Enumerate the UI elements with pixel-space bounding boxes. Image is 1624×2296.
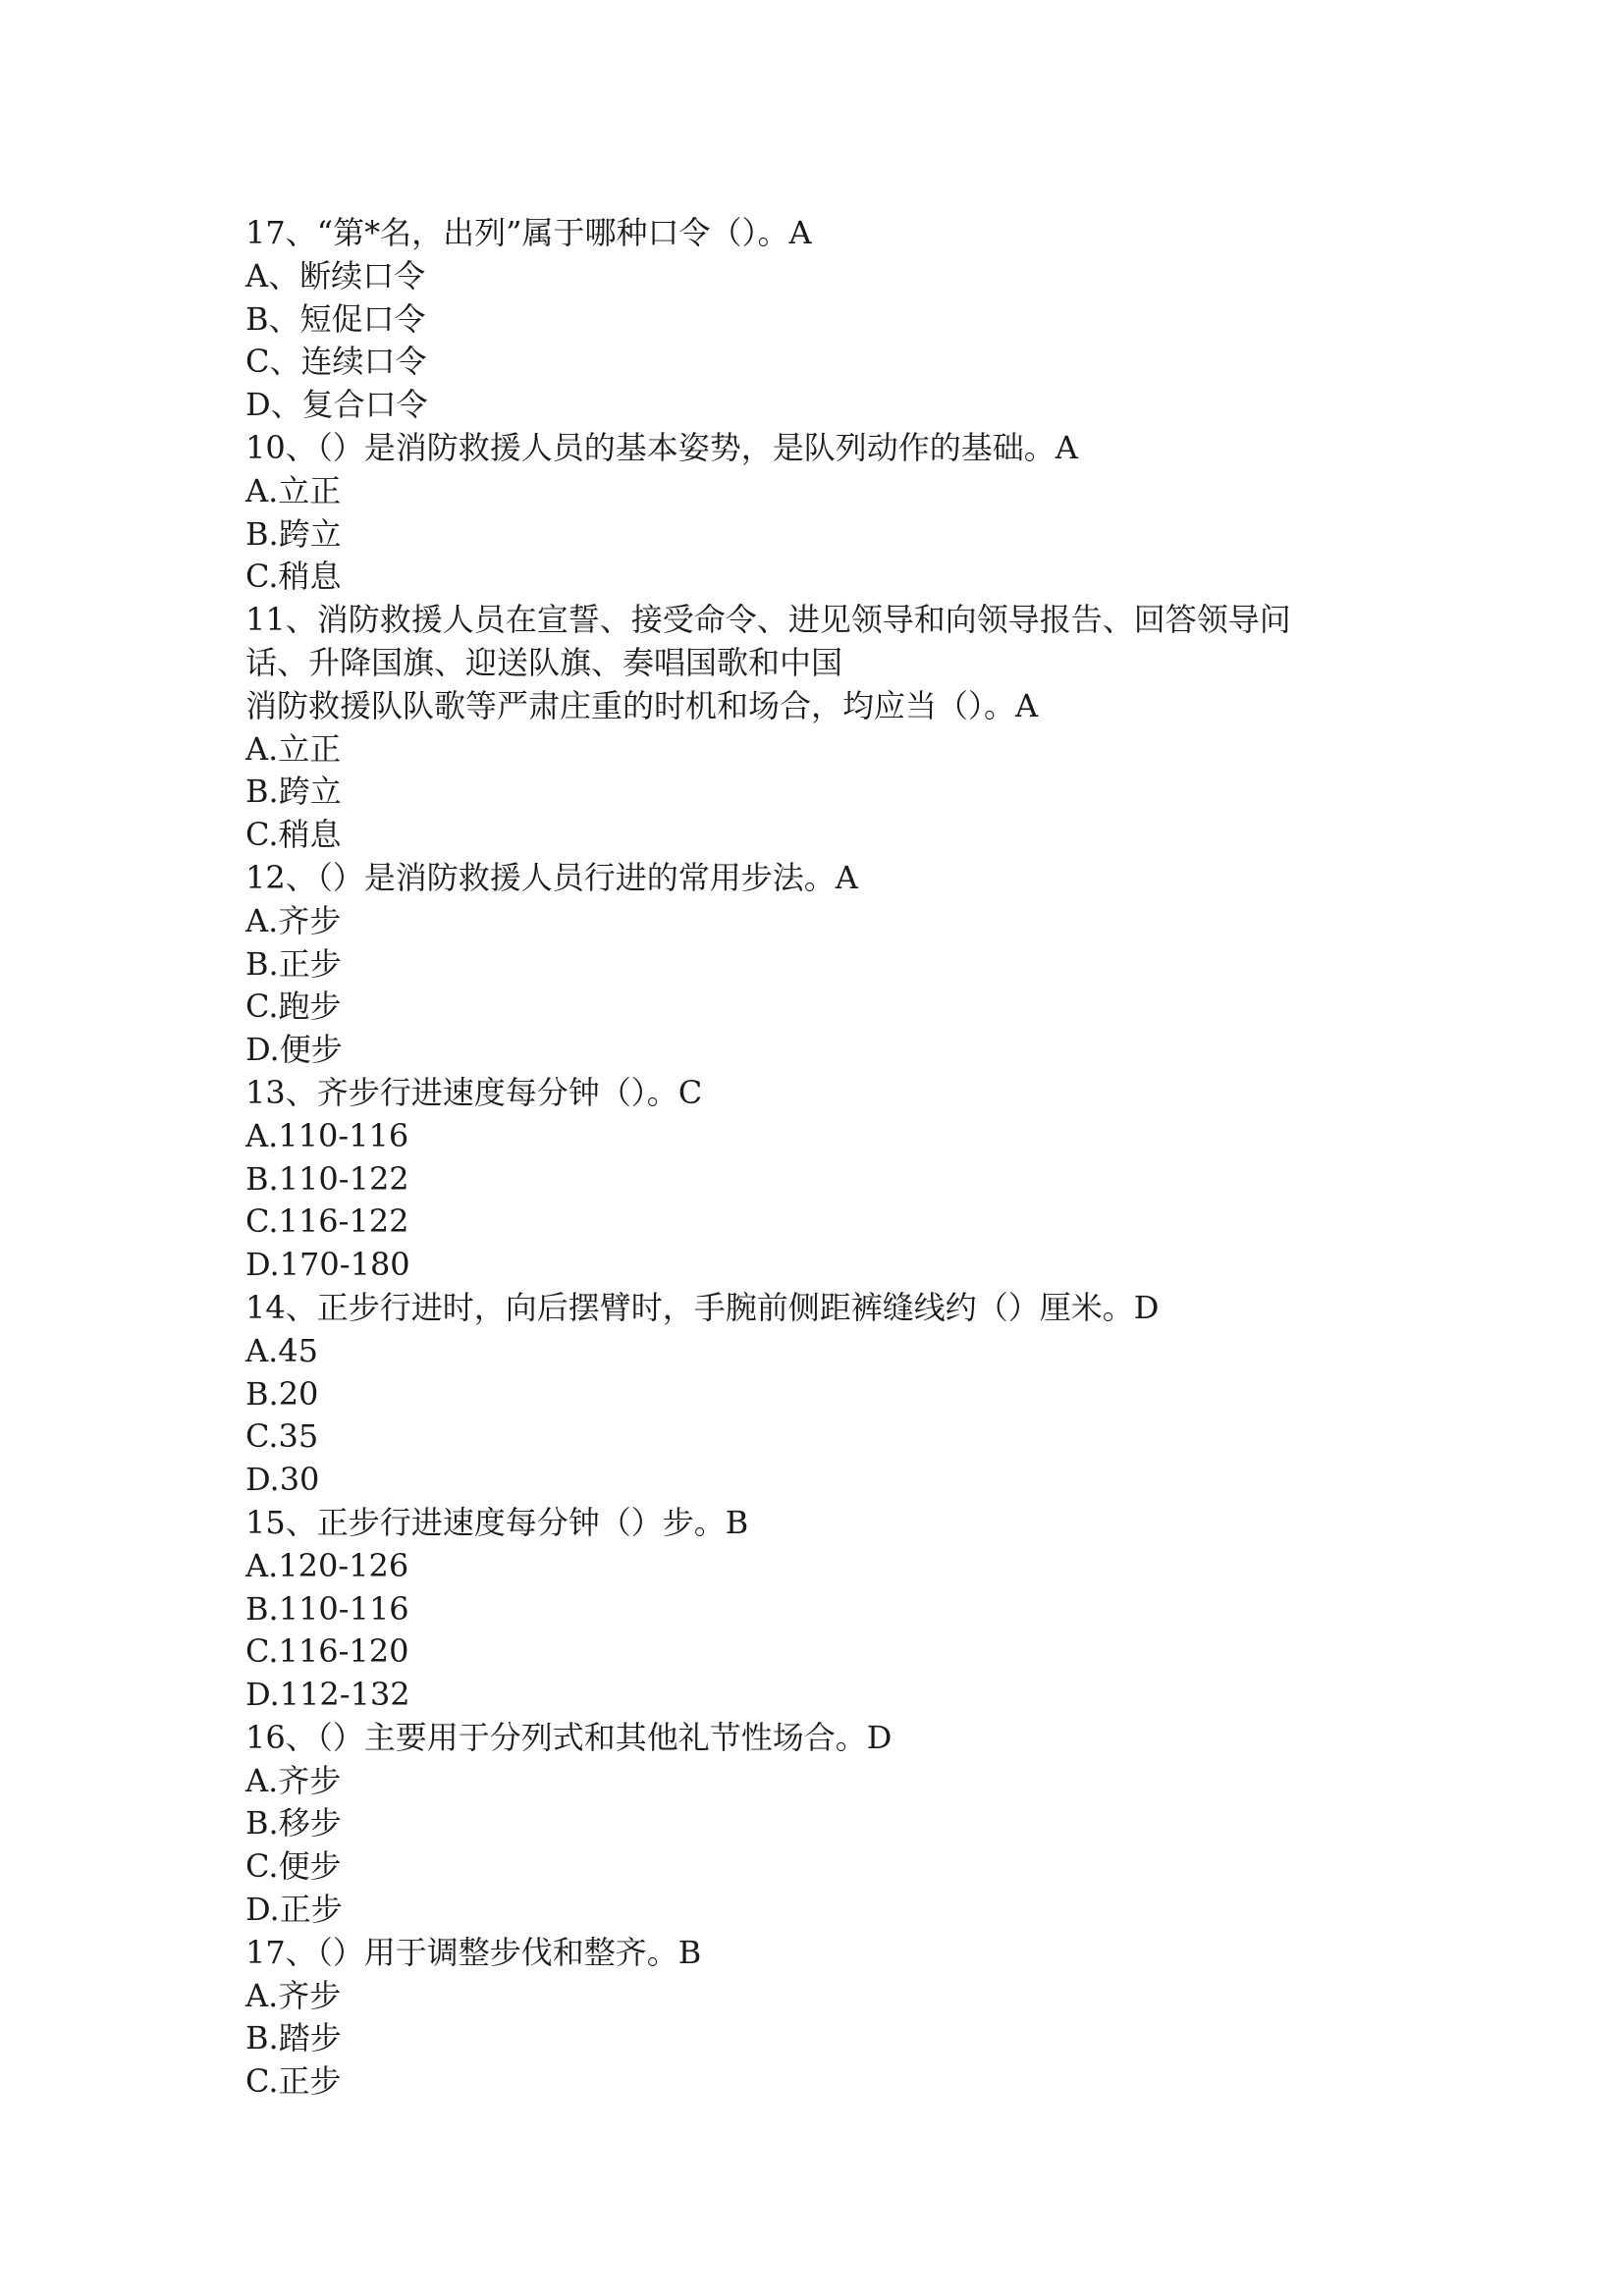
option-a: A.立正 xyxy=(245,471,342,509)
option-a: A.110-116 xyxy=(245,1116,409,1154)
question-11-cont: 话、升降国旗、迎送队旗、奏唱国歌和中国 xyxy=(245,643,843,681)
option-a: A.45 xyxy=(245,1331,318,1369)
option-a: A、断续口令 xyxy=(245,256,426,294)
question-15: 15、正步行进速度每分钟（）步。B xyxy=(245,1503,749,1541)
option-b: B.移步 xyxy=(245,1804,342,1842)
question-11-cont: 消防救援队队歌等严肃庄重的时机和场合，均应当（）。A xyxy=(245,686,1039,724)
option-d: D.正步 xyxy=(245,1891,343,1929)
option-b: B.110-116 xyxy=(245,1589,409,1628)
option-c: C.稍息 xyxy=(245,816,342,854)
option-b: B.20 xyxy=(245,1374,319,1413)
option-d: D.30 xyxy=(245,1461,320,1499)
option-c: C.116-120 xyxy=(245,1632,409,1671)
option-a: A.齐步 xyxy=(245,1976,342,2014)
option-d: D.170-180 xyxy=(245,1246,410,1284)
option-c: C.便步 xyxy=(245,1847,342,1886)
option-c: C.116-122 xyxy=(245,1202,409,1241)
question-16: 16、（）主要用于分列式和其他礼节性场合。D xyxy=(245,1718,893,1756)
question-17b: 17、（）用于调整步伐和整齐。B xyxy=(245,1933,702,1971)
option-b: B.跨立 xyxy=(245,773,342,811)
option-d: D、复合口令 xyxy=(245,386,428,424)
option-c: C、连续口令 xyxy=(245,343,427,381)
option-c: C.正步 xyxy=(245,2062,342,2101)
question-list xyxy=(245,212,1414,2104)
question-12: 12、（）是消防救援人员行进的常用步法。A xyxy=(245,858,858,896)
option-b: B.踏步 xyxy=(245,2019,342,2057)
option-b: B、短促口令 xyxy=(245,299,426,338)
option-c: C.跑步 xyxy=(245,988,342,1026)
option-d: D.便步 xyxy=(245,1031,343,1069)
question-14: 14、正步行进时，向后摆臂时，手腕前侧距裤缝线约（）厘米。D xyxy=(245,1288,1160,1326)
option-a: A.齐步 xyxy=(245,1761,342,1799)
option-b: B.正步 xyxy=(245,944,342,983)
option-b: B.跨立 xyxy=(245,514,342,553)
option-c: C.稍息 xyxy=(245,558,342,596)
option-a: A.120-126 xyxy=(245,1546,409,1584)
option-d: D.112-132 xyxy=(245,1676,410,1714)
option-c: C.35 xyxy=(245,1417,319,1456)
option-a: A.齐步 xyxy=(245,901,342,939)
question-11: 11、消防救援人员在宣誓、接受命令、进见领导和向领导报告、回答领导问 xyxy=(245,601,1291,639)
question-10: 10、（）是消防救援人员的基本姿势，是队列动作的基础。A xyxy=(245,428,1078,466)
option-b: B.110-122 xyxy=(245,1159,409,1198)
question-13: 13、齐步行进速度每分钟（）。C xyxy=(245,1073,703,1111)
option-a: A.立正 xyxy=(245,729,342,768)
question-17a: 17、“第*名，出列”属于哪种口令（）。A xyxy=(245,214,812,251)
